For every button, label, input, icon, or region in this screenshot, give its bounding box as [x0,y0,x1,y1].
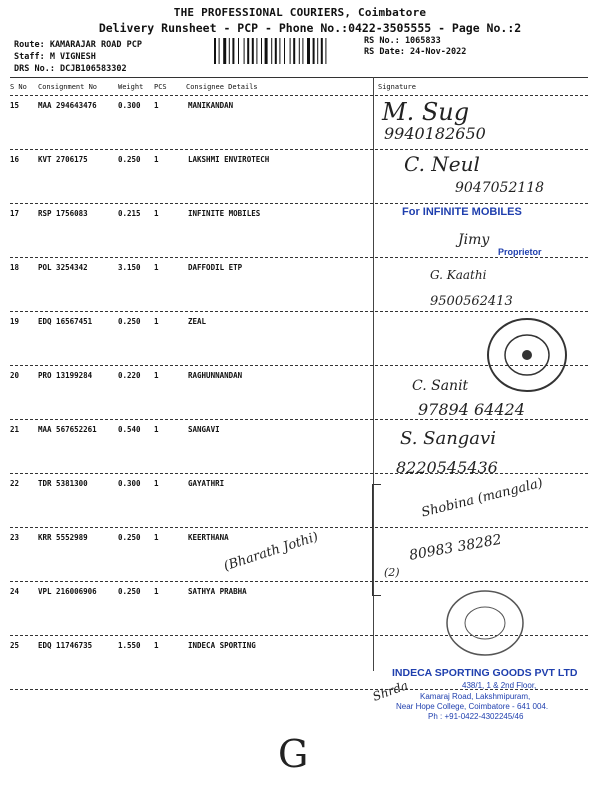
row-consignment-no: PRO 13199284 [38,371,93,380]
row-pcs: 1 [154,371,159,380]
stamp-proprietor: Proprietor [498,247,542,257]
signature-21-phone: 8220545436 [396,458,498,477]
row-weight: 3.150 [118,263,141,272]
row-pcs: 1 [154,209,159,218]
row-consignee: SATHYA PRABHA [188,587,247,596]
row-consignee: LAKSHMI ENVIROTECH [188,155,270,164]
signature-20-name: C. Sanit [412,378,469,394]
col-header-pcs: PCS [154,83,167,91]
signature-17: Jimy [458,232,490,248]
row-weight: 0.250 [118,155,141,164]
row-consignment-no: MAA 567652261 [38,425,97,434]
stamp-indeca-phone: Ph : +91-0422-4302245/46 [428,712,524,721]
row-divider [10,257,588,258]
signature-15: M. Sug [382,98,470,126]
stamp-infinite-mobiles: For INFINITE MOBILES [402,206,522,218]
row-consignment-no: TDR 5381300 [38,479,88,488]
rs-date: RS Date: 24-Nov-2022 [364,47,467,57]
row-consignee: RAGHUNNANDAN [188,371,243,380]
row-consignment-no: POL 3254342 [38,263,88,272]
row-weight: 0.300 [118,479,141,488]
row-divider [10,203,588,204]
row-sno: 22 [10,479,20,488]
row-weight: 0.220 [118,371,141,380]
row-divider [10,473,588,474]
barcode [213,38,358,64]
signature-18-name: G. Kaathi [430,268,487,282]
row-weight: 0.250 [118,317,141,326]
row-sno: 15 [10,101,20,110]
row-sno: 19 [10,317,20,326]
row-pcs: 1 [154,317,159,326]
stamp-indeca-addr1: 438/1, 1 & 2nd Floor, [462,681,537,690]
stamp-indeca-addr2: Kamaraj Road, Lakshmipuram, [420,692,531,701]
row-weight: 0.250 [118,533,141,542]
col-header-sno: S No [10,83,27,91]
signature-16-phone: 9047052118 [455,180,545,196]
row-sno: 23 [10,533,20,542]
row-pcs: 1 [154,533,159,542]
row-consignee: KEERTHANA [188,533,229,542]
rs-number: RS No.: 1065833 [364,36,441,46]
col-header-weight: Weight [118,83,144,91]
row-divider [10,149,588,150]
row-consignment-no: KVT 2706175 [38,155,88,164]
drs-number: DRS No.: DCJB106583302 [14,64,127,74]
row-consignee: INFINITE MOBILES [188,209,261,218]
route-label: Route: KAMARAJAR ROAD PCP [14,40,142,50]
row-consignment-no: EDQ 11746735 [38,641,93,650]
row-divider [10,419,588,420]
signature-21-name: S. Sangavi [400,428,496,449]
row-divider [10,527,588,528]
bracket-mark [372,484,381,596]
signature-25: Shrda [370,678,410,704]
seal-sathya-stamp [444,588,526,658]
row-pcs: 1 [154,479,159,488]
signature-23-mark: (2) [384,566,400,579]
document-title: THE PROFESSIONAL COURIERS, Coimbatore [173,6,427,19]
row-weight: 0.540 [118,425,141,434]
stamp-indeca-addr3: Near Hope College, Coimbatore - 641 004. [396,702,549,711]
row-consignment-no: RSP 1756083 [38,209,88,218]
header-divider [10,95,588,96]
row-consignee: ZEAL [188,317,207,326]
row-pcs: 1 [154,641,159,650]
row-consignee: INDECA SPORTING [188,641,256,650]
signature-22: Shobina (mangala) [420,475,545,521]
signature-23-side: (Bharath Jothi) [222,529,321,575]
row-pcs: 1 [154,155,159,164]
runsheet-subtitle: Delivery Runsheet - PCP - Phone No.:0422-3505555 - Page No.:2 [98,21,522,35]
row-divider [10,581,588,582]
signature-23-phone: 80983 38282 [408,531,503,564]
page-mark: G [278,732,309,776]
col-header-consignee: Consignee Details [186,83,258,91]
signature-16: C. Neul [404,152,480,176]
row-pcs: 1 [154,425,159,434]
row-consignment-no: EDQ 16567451 [38,317,93,326]
row-pcs: 1 [154,101,159,110]
row-divider [10,311,588,312]
row-consignment-no: MAA 294643476 [38,101,97,110]
row-consignment-no: KRR 5552989 [38,533,88,542]
row-pcs: 1 [154,263,159,272]
row-weight: 0.215 [118,209,141,218]
row-sno: 21 [10,425,20,434]
row-sno: 20 [10,371,20,380]
col-header-signature: Signature [378,83,416,91]
row-consignee: GAYATHRI [188,479,225,488]
signature-18-phone: 9500562413 [430,294,513,309]
signature-15-phone: 9940182650 [384,124,486,143]
row-sno: 16 [10,155,20,164]
row-weight: 1.550 [118,641,141,650]
row-sno: 24 [10,587,20,596]
signature-20-phone: 97894 64424 [418,400,525,419]
row-sno: 25 [10,641,20,650]
row-consignee: SANGAVI [188,425,220,434]
row-pcs: 1 [154,587,159,596]
stamp-indeca-name: INDECA SPORTING GOODS PVT LTD [392,667,578,679]
table-top-border [10,77,588,78]
row-consignee: MANIKANDAN [188,101,234,110]
row-weight: 0.300 [118,101,141,110]
seal-zeal-stamp [485,315,569,395]
staff-label: Staff: M VIGNESH [14,52,96,62]
row-consignee: DAFFODIL ETP [188,263,243,272]
row-consignment-no: VPL 216006906 [38,587,97,596]
col-header-consignment: Consignment No [38,83,98,91]
row-weight: 0.250 [118,587,141,596]
row-sno: 17 [10,209,20,218]
row-sno: 18 [10,263,20,272]
